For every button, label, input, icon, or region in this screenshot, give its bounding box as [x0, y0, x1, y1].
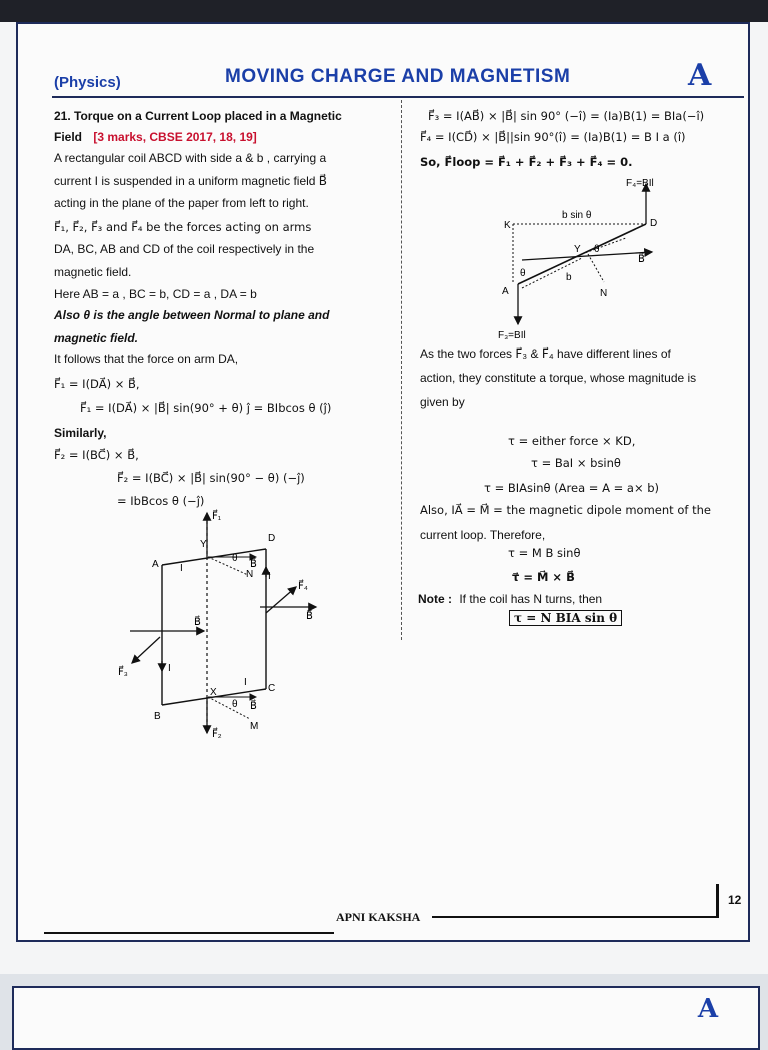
label-theta: θ [520, 268, 526, 279]
label-y: Y [200, 539, 207, 550]
label-f3: F₃=BIl [498, 330, 526, 341]
label-b-field: B⃗ [306, 611, 313, 622]
label-k: K [504, 220, 511, 231]
para-emphasis: magnetic field. [54, 331, 139, 345]
top-dark-bar [0, 0, 768, 22]
para-line: current I is suspended in a uniform magnetic field B⃗ [54, 174, 328, 188]
label-c: C [268, 683, 276, 694]
label-b-field: B⃗ [250, 701, 257, 712]
field-arrow [522, 252, 652, 260]
torque-eq: τ = either force × KD, [508, 434, 636, 448]
para-line: A rectangular coil ABCD with side a & b , carrying a [54, 151, 327, 165]
equation: So, F⃗loop = F⃗₁ + F⃗₂ + F⃗₃ + F⃗₄ = 0. [420, 155, 633, 169]
equation: = IbBcos θ (−ĵ) [117, 494, 205, 508]
label-b-field: B⃗ [638, 254, 645, 265]
label-f4: F₄=BIl [626, 178, 654, 189]
label-current: I [244, 677, 247, 688]
label-d: D [268, 533, 276, 544]
para-line: given by [420, 395, 465, 409]
label-f1: F⃗₁ [212, 511, 222, 522]
label-b: b [566, 272, 572, 283]
label-f3: F⃗₃ [118, 667, 128, 678]
subject-label: (Physics) [54, 74, 121, 91]
para-line: magnetic field. [54, 265, 132, 279]
para-line: It follows that the force on arm DA, [54, 352, 239, 366]
label-f4: F⃗₄ [298, 581, 308, 592]
label-n: N [246, 569, 254, 580]
torque-eq: τ = M B sinθ [508, 546, 581, 560]
label-a: A [502, 286, 509, 297]
equation: F⃗₂ = I(BC⃗) × |B⃗| sin(90° − θ) (−ĵ) [117, 471, 305, 485]
label-f2: F⃗₂ [212, 729, 222, 740]
boxed-formula: τ = N BIA sin θ [509, 610, 622, 626]
normal-n [588, 254, 604, 282]
para-line: Also, IA⃗ = M⃗ = the magnetic dipole moment of the [420, 503, 711, 517]
equation: F⃗₂ = I(BC⃗) × B⃗, [54, 448, 139, 462]
para-line: As the two forces F⃗₃ & F⃗₄ have different lines of [420, 347, 671, 361]
para-line: current loop. Therefore, [420, 528, 546, 542]
label-b-field: B⃗ [194, 617, 201, 628]
para-line: Similarly, [54, 426, 107, 440]
label-b-field: B⃗ [250, 559, 257, 570]
question-marks: [3 marks, CBSE 2017, 18, 19] [93, 130, 257, 144]
label-theta: θ [594, 244, 600, 255]
equation: F⃗₄ = I(CD⃗) × |B⃗||sin 90°(î) = (Ia)B(1) = B I a (î) [420, 130, 686, 144]
label-y: Y [574, 244, 581, 255]
note-text: If the coil has N turns, then [459, 592, 603, 606]
column-divider [401, 100, 402, 640]
equation: F⃗₁ = I(DA⃗) × B⃗, [54, 377, 140, 391]
note-label: Note : [418, 592, 452, 606]
equation: F⃗₃ = I(AB⃗) × |B⃗| sin 90° (−î) = (Ia)B(1) = BIa(−î) [428, 109, 705, 123]
label-x: X [210, 687, 217, 698]
label-d: D [650, 218, 658, 229]
next-page-peek [12, 986, 760, 1050]
label-m: M [250, 721, 259, 732]
label-bsin: b sin θ [562, 210, 592, 221]
para-line: acting in the plane of the paper from left to right. [54, 196, 309, 210]
force-f3-arrow [132, 637, 160, 663]
boxed-formula-wrap [509, 611, 622, 625]
label-current: I [168, 663, 171, 674]
normal-m [208, 697, 250, 719]
para-line: DA, BC, AB and CD of the coil respectively in the [54, 242, 315, 256]
label-current: I [180, 563, 183, 574]
footer-brand: APNI KAKSHA [336, 910, 421, 924]
label-current: I [268, 571, 271, 582]
brand-logo: A [688, 58, 712, 93]
label-theta: θ [232, 553, 238, 564]
torque-eq: τ = BIAsinθ (Area = A = a× b) [484, 481, 660, 495]
torque-vector-eq: τ⃗ = M⃗ × B⃗ [512, 570, 575, 584]
para-line: F⃗₁, F⃗₂, F⃗₃ and F⃗₄ be the forces acting on arms [54, 220, 312, 234]
label-b: B [154, 711, 161, 722]
coil-diagram [100, 505, 340, 745]
equation: F⃗₁ = I(DA⃗) × |B⃗| sin(90° + θ) ĵ = BIbcos θ (ĵ) [80, 401, 332, 415]
label-a: A [152, 559, 159, 570]
para-line: action, they constitute a torque, whose magnitude is [420, 371, 697, 385]
chapter-title: MOVING CHARGE AND MAGNETISM [225, 66, 571, 87]
footer-tick [716, 884, 719, 918]
force-f4-arrow [266, 587, 296, 613]
question-title-line2 [54, 130, 257, 144]
question-title: 21. Torque on a Current Loop placed in a Magnetic [54, 109, 342, 123]
torque-diagram [470, 172, 680, 342]
header-rule [52, 96, 744, 98]
label-n: N [600, 288, 608, 299]
para-emphasis: Also θ is the angle between Normal to plane and [54, 308, 330, 322]
page-number: 12 [728, 893, 742, 907]
torque-eq: τ = BaI × bsinθ [531, 456, 621, 470]
para-line: Here AB = a , BC = b, CD = a , DA = b [54, 287, 257, 301]
question-title-field: Field [54, 130, 83, 144]
b-dashed [522, 258, 582, 288]
note-line [418, 592, 602, 606]
footer-rule-left [44, 932, 334, 934]
label-theta: θ [232, 699, 238, 710]
footer-rule-right [432, 916, 718, 918]
next-page-logo: A [697, 994, 718, 1024]
normal-n [208, 557, 248, 575]
